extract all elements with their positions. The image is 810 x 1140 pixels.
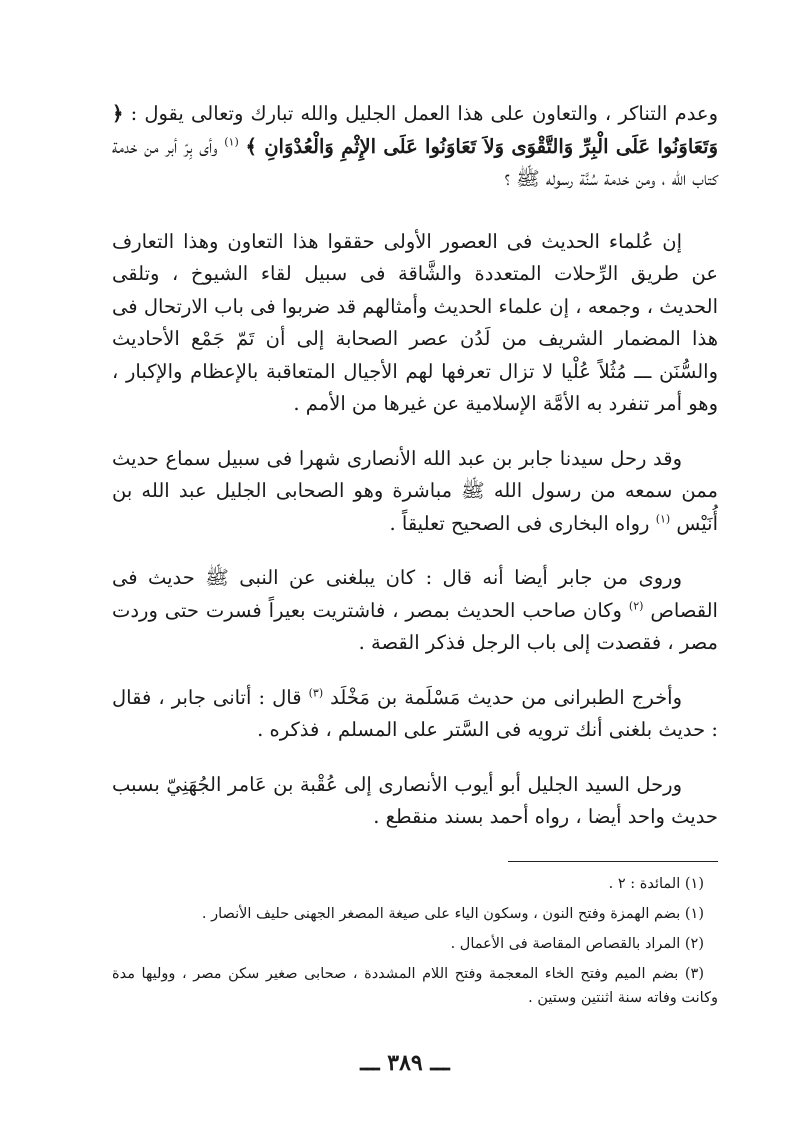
footnote-divider bbox=[508, 861, 718, 862]
paragraph-tabarani bbox=[112, 682, 718, 747]
footnote-maida: (١) المائدة : ٢ . bbox=[608, 876, 704, 892]
footnote-unays: (١) بضم الهمزة وفتح النون ، وسكون الياء على صيغة المصغر الجهنى حليف الأنصار . bbox=[201, 906, 704, 922]
paragraph-1-opening: وعدم التناكر ، والتعاون على هذا العمل الجليل والله تبارك وتعالى يقول : bbox=[130, 102, 718, 125]
paragraph-3-closing: رواه البخارى فى الصحيح تعليقاً . bbox=[389, 511, 650, 535]
paragraph-jabir-qisas bbox=[112, 562, 718, 660]
footnote-ref-unays[interactable]: (١) bbox=[655, 512, 671, 525]
quran-verse: ﴿ وَتَعَاوَنُوا عَلَى الْبِرِّ وَالتَّقْوَى وَلاَ تَعَاوَنُوا عَلَى الإِثْمِ وَالْعُدْوَانِ ﴾ bbox=[112, 102, 719, 158]
footnote-qisas: (٢) المراد بالقصاص المقاصة فى الأعمال . bbox=[450, 936, 704, 952]
paragraph-4-closing: وكان صاحب الحديث بمصر ، فاشتريت بعيراً فسرت حتى وردت مصر ، فقصدت إلى باب الرجل فذكر القصة . bbox=[112, 598, 718, 654]
paragraph-hadith-scholars: إن عُلماء الحديث فى العصور الأولى حققوا هذا التعاون وهذا التعارف عن طريق الرِّحلات المتعددة والشَّاقة فى سبيل لقاء الشيوخ ، وتلقى الحديث ، وجمعه ، إن علماء الحديث وأمثالهم قد ضربوا فى باب الارتحال فى هذا المضمار الشريف من لَدُن عصر الصحابة إلى أن تَمّ جَمْع الأحاديث والسُّنَن ـــ مُثُلاً عُلْيا لا تزال تعرفها لهم الأجيال المتعاقبة بالإعظام والإكبار ، وهو أمر تنفرد به الأمَّة الإسلامية عن غيرها من الأمم . bbox=[112, 229, 718, 415]
paragraph-jabir-journey bbox=[112, 443, 718, 541]
footnote-maslama: (٣) بضم الميم وفتح الخاء المعجمة وفتح اللام المشددة ، صحابى صغير سكن مصر ، ووليها مدة وكانت وفاته سنة اثنتين وستين . bbox=[112, 966, 718, 1006]
footnotes bbox=[112, 872, 718, 1016]
footnote-ref-qisas[interactable]: (٢) bbox=[628, 599, 644, 612]
paragraph-3-text: وقد رحل سيدنا جابر بن عبد الله الأنصارى شهرا فى سبيل سماع حديث ممن سمعه من رسول الله ﷺ مباشرة وهو الصحابى الجليل عبد الله بن أُنَيْس bbox=[112, 446, 718, 535]
footnote-ref-1[interactable]: (١) bbox=[224, 135, 239, 148]
footnote-ref-maslama[interactable]: (٣) bbox=[308, 686, 324, 699]
paragraph-cooperation bbox=[112, 98, 718, 196]
paragraph-1-closing: وأى بِرّ أبر من خدمة كتاب الله ، ومن خدمة سُنَّة رسوله ﷺ ؟ bbox=[112, 134, 718, 190]
page-number: ـــ ٣٨٩ ـــ bbox=[360, 1050, 450, 1076]
paragraph-5-closing: قال : أتانى جابر ، فقال : حديث بلغنى أنك ترويه فى السَّتر على المسلم ، فذكره . bbox=[112, 685, 718, 741]
paragraph-5-text: وأخرج الطبرانى من حديث مَسْلَمة بن مَخْلَد bbox=[330, 685, 683, 709]
paragraph-abu-ayyub: ورحل السيد الجليل أبو أيوب الأنصارى إلى عُقْبة بن عَامر الجُهَنِيّ بسبب حديث واحد أيضا ، رواه أحمد بسند منقطع . bbox=[112, 772, 718, 828]
main-text bbox=[112, 98, 718, 856]
paragraph-4-text: وروى من جابر أيضا أنه قال : كان يبلغنى عن النبى ﷺ حديث فى القصاص bbox=[112, 566, 718, 622]
